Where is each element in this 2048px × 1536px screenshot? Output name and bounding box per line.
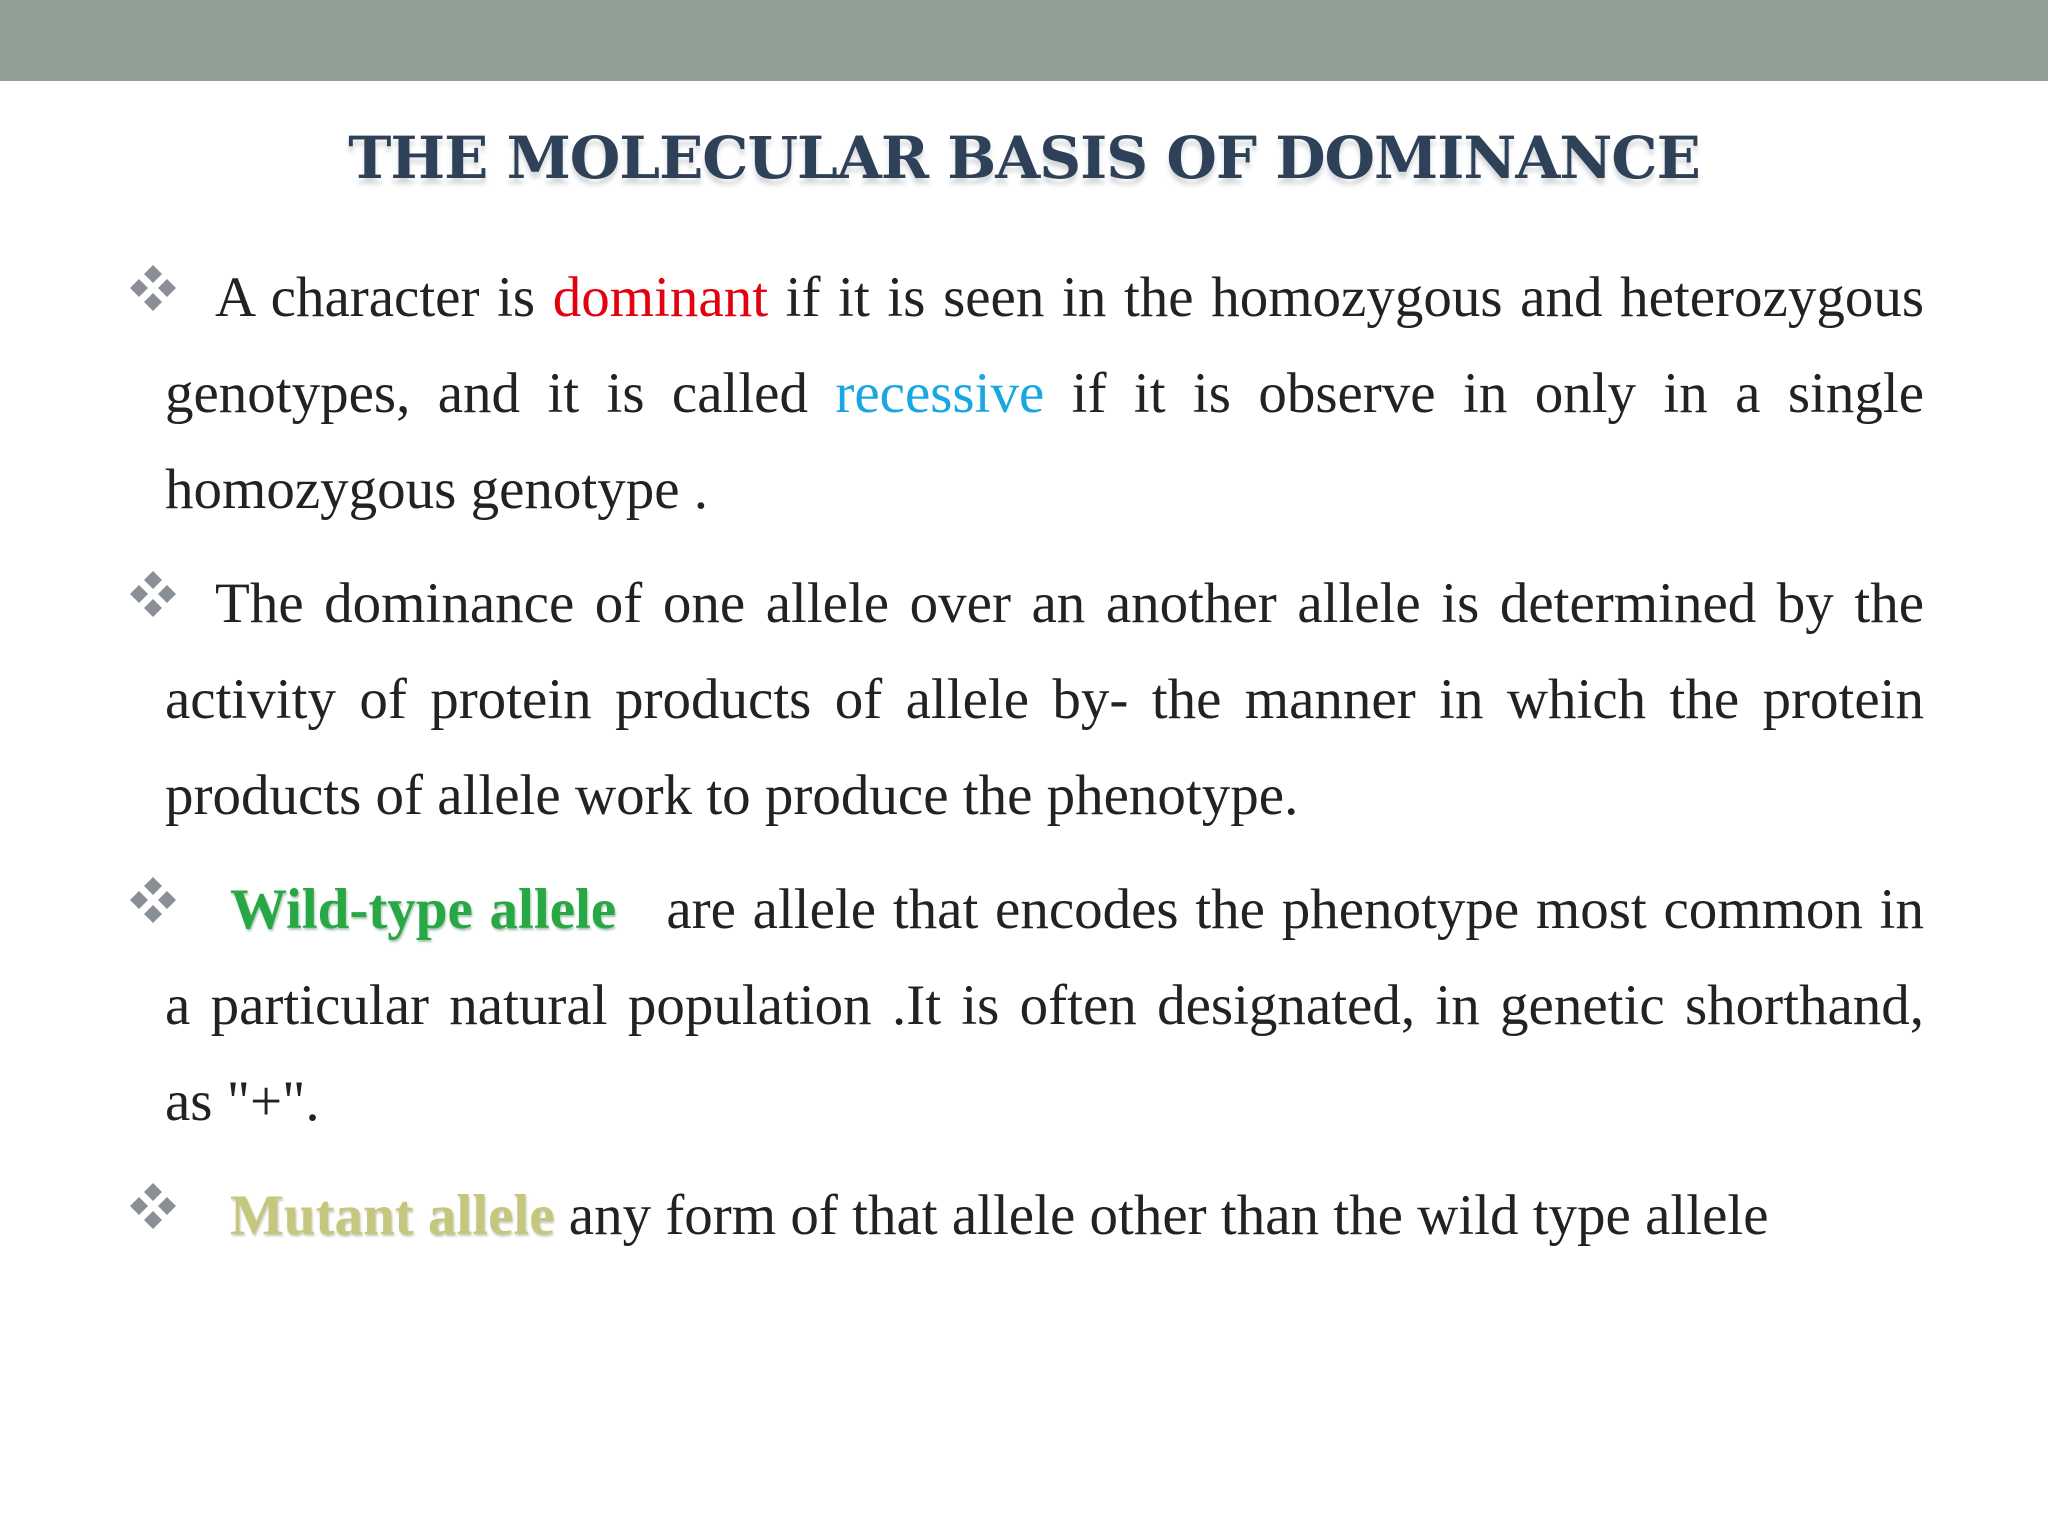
bullet-dominance-definition [128,250,1924,538]
term-dominant: dominant [552,266,769,329]
term-mutant-allele: Mutant allele [230,1184,555,1247]
slide-title: THE MOLECULAR BASIS OF DOMINANCE [348,124,1700,192]
four-diamond-bullet-icon [128,569,178,619]
top-band [0,0,2048,81]
four-diamond-bullet-icon [128,1181,178,1231]
four-diamond-bullet-icon [128,875,178,925]
bullet-text: The dominance of one allele over an another allele is determined by the activity of protein products of allele by- the manner in which the protein products of allele work to produce the phenotype. [165,572,1924,827]
term-recessive: recessive [835,362,1045,425]
bullet-text: if it is seen in the homozygous and heterozygous genotypes, and it is called [165,266,1924,425]
bullet-dominance-mechanism [128,556,1924,844]
slide-content [128,250,1924,1282]
bullet-text: A character is [215,266,553,329]
bullet-wild-type-allele [128,862,1924,1150]
bullet-text: any form of that allele other than the wild type allele [554,1184,1769,1247]
bullet-mutant-allele [128,1168,1924,1264]
term-wild-type-allele: Wild-type allele [230,878,617,941]
four-diamond-bullet-icon [128,263,178,313]
bullet-text: are allele that encodes the phenotype most common in a particular natural population .It is often designated, in genetic shorthand, as "+". [165,878,1924,1133]
bullet-text: if it is observe in only in a single homozygous genotype . [165,362,1924,521]
